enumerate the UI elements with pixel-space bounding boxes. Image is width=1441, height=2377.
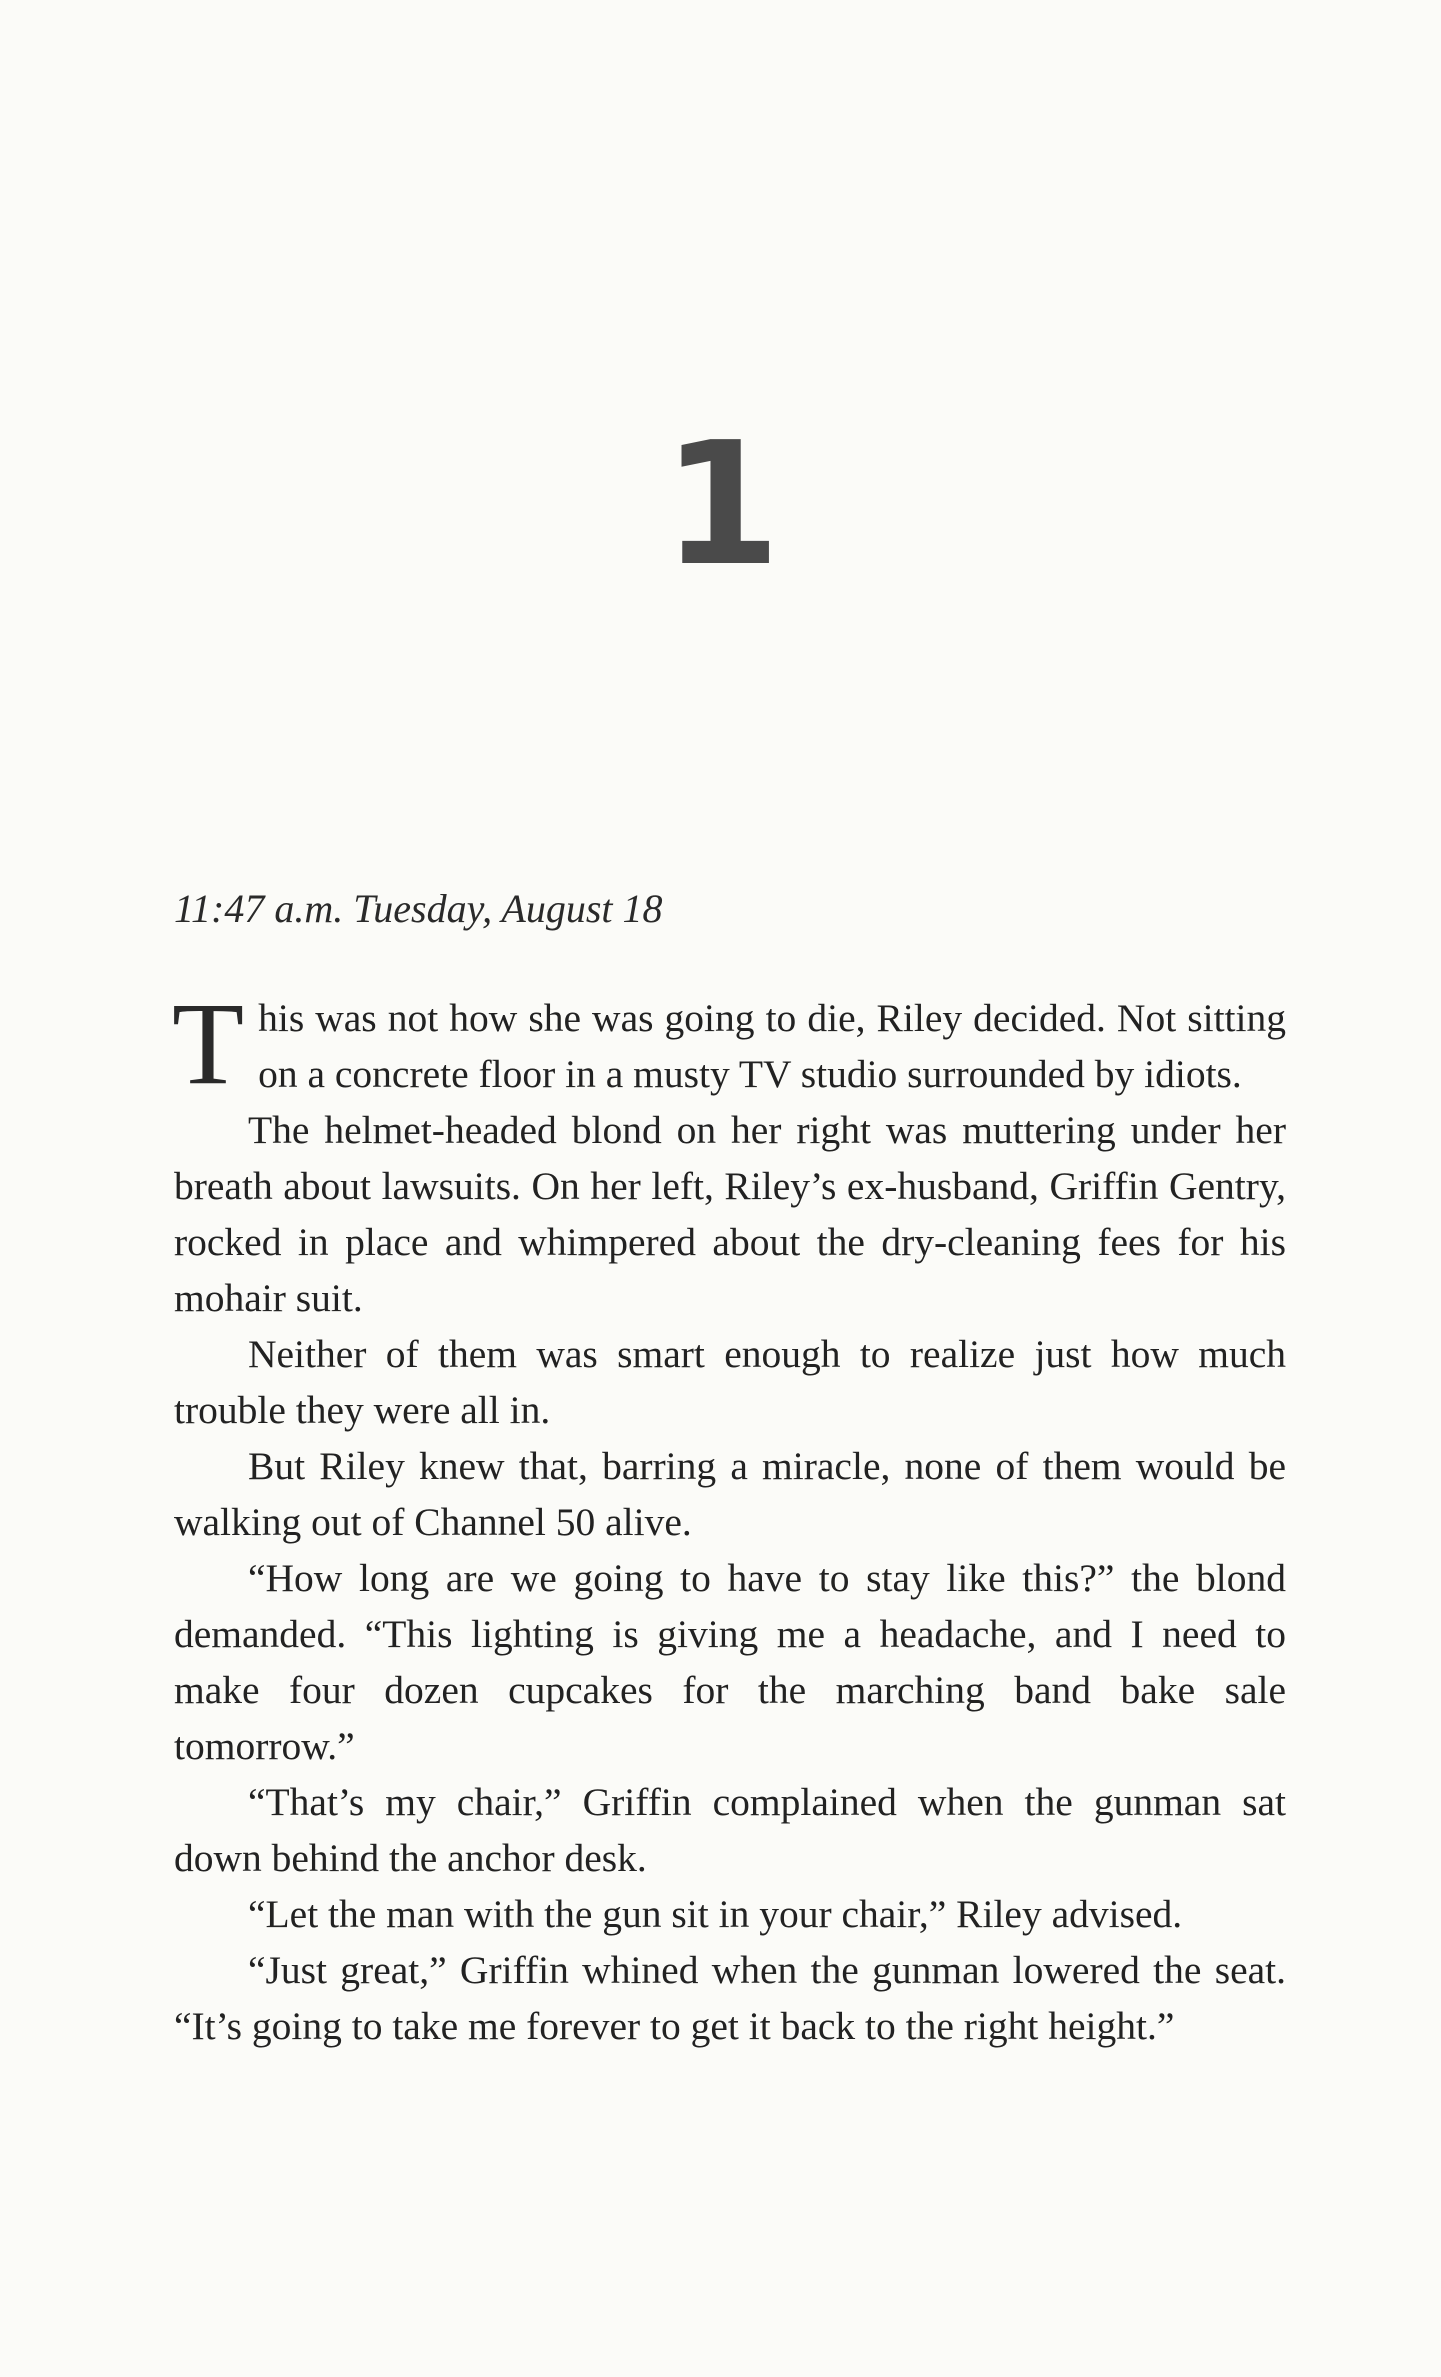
paragraph-4: But Riley knew that, barring a miracle, none of them would be walking out of Channel 50 alive.	[174, 1444, 1286, 1544]
paragraph-7: “Let the man with the gun sit in your chair,” Riley advised.	[248, 1892, 1183, 1936]
chapter-body	[172, 978, 1286, 2054]
paragraph-3: Neither of them was smart enough to realize just how much trouble they were all in.	[174, 1332, 1286, 1432]
paragraph-1	[172, 978, 1286, 1109]
paragraph-1-text: his was not how she was going to die, Riley decided. Not sitting on a concrete floor in a musty TV studio surrounded by idiots.	[258, 996, 1286, 1096]
chapter-dateline: 11:47 a.m. Tuesday, August 18	[174, 886, 663, 931]
paragraph-6: “That’s my chair,” Griffin complained when the gunman sat down behind the anchor desk.	[174, 1780, 1286, 1880]
paragraph-5: “How long are we going to have to stay like this?” the blond demanded. “This lighting is giving me a headache, and I need to make four dozen cupcakes for the marching band bake sale tomorrow.”	[174, 1556, 1286, 1768]
paragraph-2: The helmet-headed blond on her right was muttering under her breath about lawsuits. On her left, Riley’s ex-husband, Griffin Gentry, rocked in place and whimpered about the dry-cleaning fees for his mohair suit.	[174, 1108, 1286, 1320]
paragraph-8: “Just great,” Griffin whined when the gunman lowered the seat. “It’s going to take me forever to get it back to the right height.”	[174, 1948, 1286, 2048]
drop-cap: T	[172, 978, 245, 1109]
chapter-number: 1	[662, 406, 779, 604]
